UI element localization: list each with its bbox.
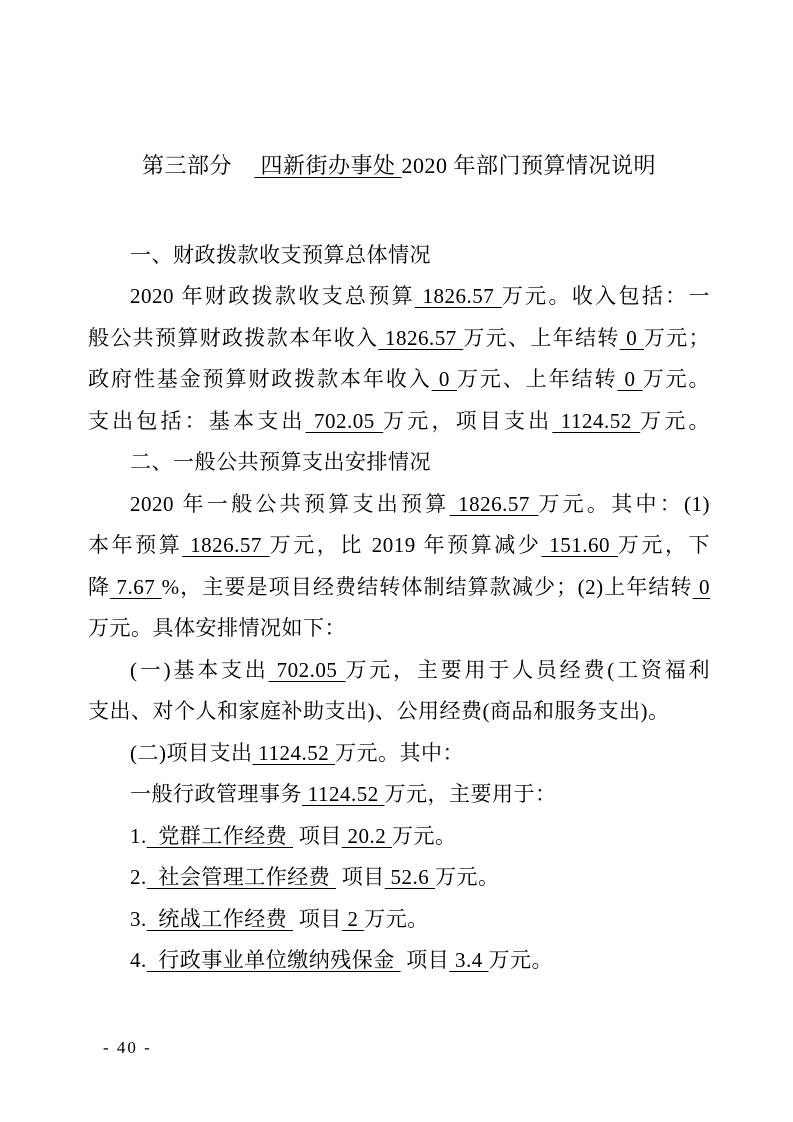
underlined-value: 2 — [341, 906, 365, 931]
underlined-value: 151.60 — [541, 533, 618, 558]
text-run: 支出包括：基本支出 — [88, 408, 306, 433]
text-run: 万元。 — [364, 906, 429, 931]
text-run: 2. — [130, 865, 147, 890]
underlined-value: 0 — [692, 574, 711, 599]
document-line — [88, 318, 710, 359]
text-run: 万元，主要用于： — [384, 782, 557, 807]
text-run: 2020 年财政拨款收支总预算 — [130, 284, 415, 309]
document-line — [88, 691, 710, 732]
document-line — [88, 733, 710, 774]
text-run: 2020 年一般公共预算支出预算 — [130, 491, 450, 516]
document-line — [88, 401, 710, 442]
underlined-value: 1826.57 — [414, 284, 502, 309]
text-run: 万元，主要用于人员经费(工资福利 — [345, 657, 710, 682]
document-line — [88, 899, 710, 940]
underlined-value: 52.6 — [384, 865, 435, 890]
underlined-value: 四新街办事处 — [254, 153, 402, 178]
text-run: 4. — [130, 947, 147, 972]
text-run: 万元。其中： — [334, 740, 464, 765]
text-run: 项目 — [293, 906, 342, 931]
document-line — [88, 235, 710, 276]
text-run: 政府性基金预算财政拨款本年收入 — [88, 367, 432, 392]
text-run: 第三部分 — [141, 153, 255, 178]
text-run: 万元。 — [642, 367, 711, 392]
text-run: 3. — [130, 906, 147, 931]
text-run: 万元。 — [392, 823, 457, 848]
underlined-value: 1826.57 — [449, 491, 539, 516]
text-run: 万元、上年结转 — [457, 367, 618, 392]
underlined-value: 0 — [431, 367, 457, 392]
text-run: 项目 — [293, 823, 342, 848]
text-run: 万元、上年结转 — [463, 325, 620, 350]
document-line — [88, 857, 710, 898]
text-run: 万元，下 — [617, 533, 711, 558]
document-title — [88, 150, 710, 182]
text-run: 一、财政拨款收支预算总体情况 — [130, 243, 431, 267]
document-line — [88, 484, 710, 525]
underlined-value: 统战工作经费 — [146, 906, 293, 931]
underlined-value: 1826.57 — [378, 325, 464, 350]
text-run: 一般行政管理事务 — [130, 782, 302, 807]
underlined-value: 社会管理工作经费 — [146, 865, 336, 890]
underlined-value: 20.2 — [341, 823, 392, 848]
text-run: 万元。其中：(1) — [538, 491, 711, 516]
underlined-value: 行政事业单位缴纳残保金 — [146, 947, 401, 972]
text-run: 项目 — [336, 865, 385, 890]
underlined-value: 0 — [617, 367, 643, 392]
text-run: 2020 年部门预算情况说明 — [401, 153, 657, 178]
text-run: 本年预算 — [88, 533, 183, 558]
document-line — [88, 276, 710, 317]
text-run: 万元。 — [435, 865, 500, 890]
text-run: (一)基本支出 — [130, 657, 269, 682]
text-run: %，主要是项目经费结转体制结算款减少；(2)上年结转 — [161, 574, 693, 599]
text-run: 万元。收入包括：一 — [501, 284, 711, 309]
page-number: - 40 - — [103, 1038, 152, 1057]
text-run: 项目 — [400, 947, 450, 972]
document-line — [88, 442, 710, 483]
text-run: 般公共预算财政拨款本年收入 — [88, 325, 379, 350]
document-line — [88, 525, 710, 566]
underlined-value: 1826.57 — [182, 533, 270, 558]
text-run: 降 — [88, 574, 111, 599]
underlined-value: 党群工作经费 — [146, 823, 293, 848]
text-run: (二)项目支出 — [130, 740, 253, 765]
text-run: 万元，比 2019 年预算减少 — [269, 533, 542, 558]
text-run: 万元。具体安排情况如下： — [88, 616, 346, 641]
document-line — [88, 940, 710, 981]
document-body — [88, 235, 710, 981]
underlined-value: 0 — [619, 325, 644, 350]
document-line — [88, 816, 710, 857]
document-line — [88, 608, 710, 649]
underlined-value: 702.05 — [268, 657, 346, 682]
text-run: 二、一般公共预算支出安排情况 — [130, 450, 431, 475]
text-run: 万元； — [643, 325, 711, 350]
document-line — [88, 567, 710, 608]
text-run: 万元。 — [488, 947, 553, 972]
text-run: 万元，项目支出 — [383, 408, 553, 433]
underlined-value: 1124.52 — [552, 408, 641, 433]
underlined-value: 702.05 — [305, 408, 384, 433]
document-line — [88, 774, 710, 815]
text-run: 万元。 — [640, 408, 711, 433]
underlined-value: 1124.52 — [252, 740, 335, 765]
underlined-value: 7.67 — [110, 574, 162, 599]
text-run: 1. — [130, 823, 147, 848]
document-line — [88, 650, 710, 691]
underlined-value: 1124.52 — [302, 782, 385, 807]
text-run: 支出、对个人和家庭补助支出)、公用经费(商品和服务支出)。 — [88, 699, 670, 724]
document-line — [88, 359, 710, 400]
underlined-value: 3.4 — [449, 947, 489, 972]
